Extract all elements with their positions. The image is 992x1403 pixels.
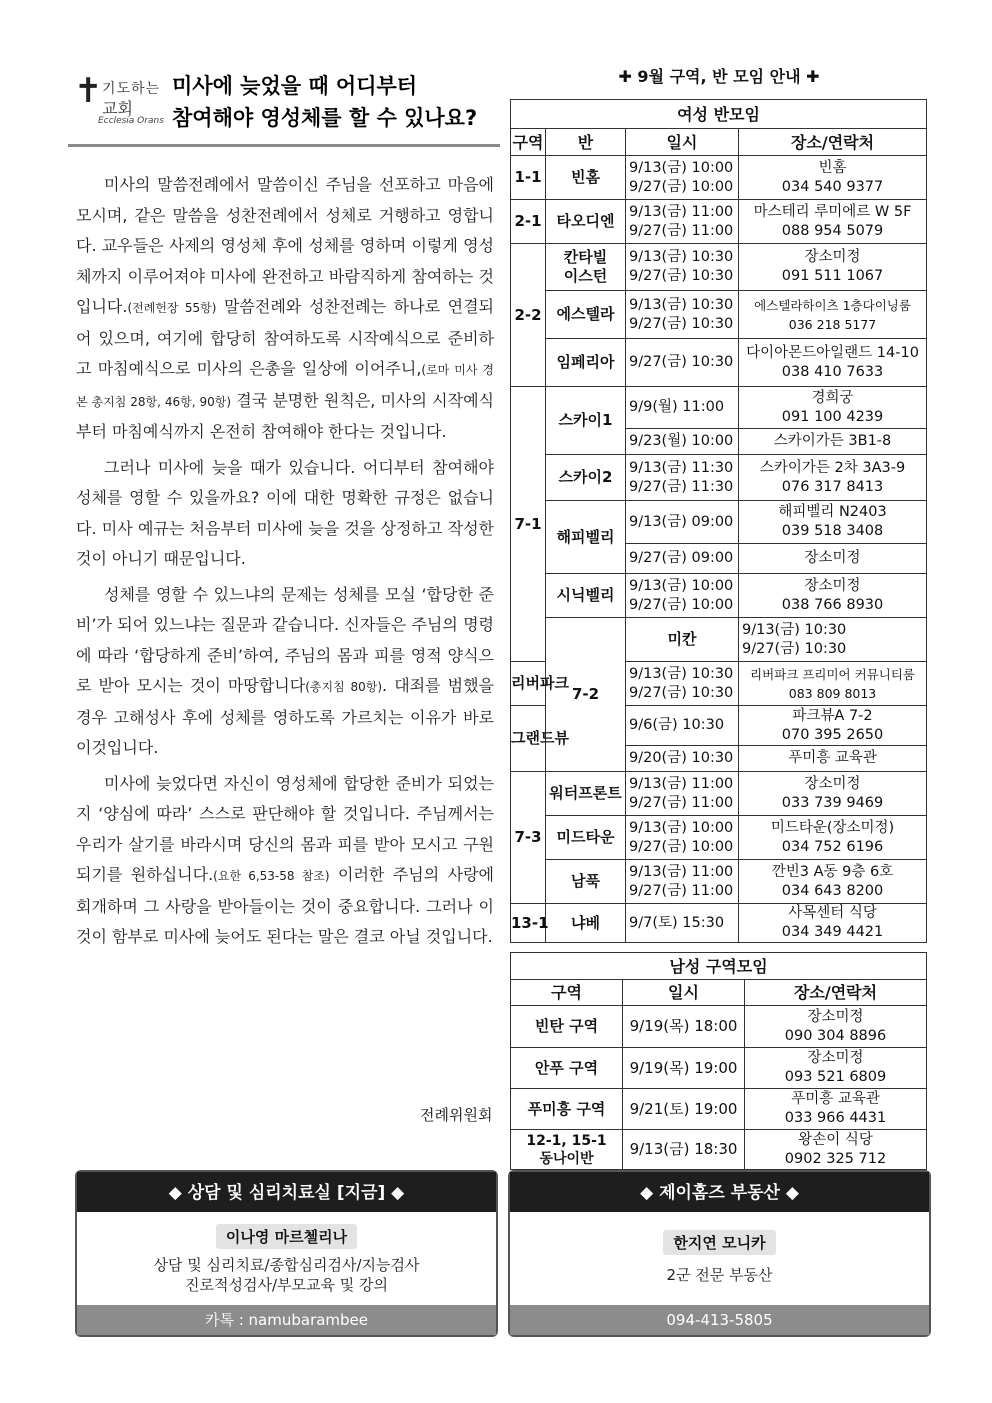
- band-cell: 미칸: [626, 618, 739, 662]
- datetime-cell: 9/13(금) 11:00 9/27(금) 11:00: [626, 860, 739, 904]
- place-cell: 경희궁 091 100 4239: [739, 387, 927, 429]
- district-cell: 7-2: [546, 618, 626, 772]
- place-cell: 마스테리 루미에르 W 5F 088 954 5079: [739, 200, 927, 244]
- header-datetime: 일시: [623, 980, 745, 1006]
- place-cell: 장소미정 091 511 1067: [739, 244, 927, 291]
- district-cell: 13-1: [511, 904, 546, 943]
- area-cell: 푸미흥 구역: [511, 1089, 623, 1130]
- header-band: 반: [546, 129, 626, 156]
- place-cell: 해피벨리 N2403 039 518 3408: [739, 501, 927, 544]
- paragraph-1: 미사의 말씀전례에서 말씀이신 주님을 선포하고 마음에 모시며, 같은 말씀을 성찬전례에서 성체로 거행하고 영합니다. 교우들은 사제의 영성체 후에 성체를 영하며 이렇게 영성체까지 이루어져야 미사에 완전하고 바람직하게 참여하는 것입니다.(전례헌장 55항) 말씀전례와 성찬전례는 하나로 연결되어 있으며, 여기에 합당히 참여하도록 시작예식으로 준비하고 마침예식으로 미사의 은총을 일상에 이어주니,(로마 미사 경본 총지침 28항, 46항, 90항) 결국 분명한 원칙은, 미사의 시작예식부터 마침예식까지 온전히 참여해야 한다는 것입니다.: [76, 175, 494, 441]
- band-cell: 리버파크: [511, 662, 546, 706]
- band-cell: 타오디엔: [546, 200, 626, 244]
- place-cell: 빈홈 034 540 9377: [739, 156, 927, 200]
- paragraph-3: 성체를 영할 수 있느냐의 문제는 성체를 모실 ‘합당한 준비’가 되어 있느냐는 질문과 같습니다. 신자들은 주님의 명령에 따라 ‘합당하게 준비’하여, 주님의 몸과 피를 영적 양식으로 받아 모시는 것이 마땅합니다(총지침 80항). 대죄를 범했을 경우 고해성사 후에 성체를 영하도록 가르치는 이유가 바로 이것입니다.: [76, 584, 494, 757]
- place-cell: 장소미정 033 739 9469: [739, 772, 927, 816]
- counseling-ad-name: 이나영 마르첼리나: [216, 1224, 357, 1249]
- band-cell: 냐베: [546, 904, 626, 943]
- datetime-cell: 9/27(금) 09:00: [626, 544, 739, 574]
- place-cell: 미드타운(장소미정) 034 752 6196: [739, 816, 927, 860]
- datetime-cell: 9/7(토) 15:30: [626, 904, 739, 943]
- datetime-cell: 9/19(목) 19:00: [623, 1048, 745, 1089]
- place-cell: 사목센터 식당 034 349 4421: [739, 904, 927, 943]
- district-cell: 1-1: [511, 156, 546, 200]
- realestate-ad-contact: 094-413-5805: [510, 1305, 929, 1335]
- header-district: 구역: [511, 980, 623, 1006]
- datetime-cell: 9/13(금) 10:30 9/27(금) 10:30: [626, 291, 739, 339]
- datetime-cell: 9/13(금) 10:30 9/27(금) 10:30: [626, 662, 739, 706]
- band-cell: 스카이2: [546, 455, 626, 501]
- realestate-ad-name: 한지연 모니카: [663, 1230, 775, 1255]
- place-cell: 왕손이 식당 0902 325 712: [745, 1130, 927, 1170]
- counseling-ad-title: ◆ 상담 및 심리치료실 [지금] ◆: [77, 1172, 496, 1212]
- area-cell: 빈탄 구역: [511, 1006, 623, 1048]
- datetime-cell: 9/27(금) 10:30: [626, 339, 739, 387]
- datetime-cell: 9/13(금) 10:00 9/27(금) 10:00: [626, 816, 739, 860]
- logo-text-line2: 교회: [102, 99, 133, 118]
- logo-latin: Ecclesia Orans: [98, 116, 164, 126]
- place-cell: 깐빈3 A동 9층 6호 034 643 8200: [739, 860, 927, 904]
- header-place: 장소/연락처: [739, 129, 927, 156]
- datetime-cell: 9/19(목) 18:00: [623, 1006, 745, 1048]
- article-author: 전례위원회: [420, 1106, 493, 1124]
- realestate-ad: [508, 1170, 931, 1337]
- district-cell: 2-1: [511, 200, 546, 244]
- realestate-ad-title: ◆ 제이홈즈 부동산 ◆: [510, 1172, 929, 1212]
- women-table-caption: 여성 반모임: [511, 100, 927, 129]
- article-title-line1: 미사에 늦었을 때 어디부터: [172, 74, 418, 98]
- district-cell: 7-3: [511, 772, 546, 904]
- place-cell: 스카이가든 2차 3A3-9 076 317 8413: [739, 455, 927, 501]
- band-cell: 빈홈: [546, 156, 626, 200]
- place-cell: 에스텔라하이츠 1층다이닝룸 036 218 5177: [739, 291, 927, 339]
- datetime-cell: 9/13(금) 10:00 9/27(금) 10:00: [626, 156, 739, 200]
- place-cell: 다이아몬드아일랜드 14-10 038 410 7633: [739, 339, 927, 387]
- men-table-caption: 남성 구역모임: [511, 953, 927, 980]
- datetime-cell: 9/13(금) 18:30: [623, 1130, 745, 1170]
- datetime-cell: 9/13(금) 10:30 9/27(금) 10:30: [739, 618, 927, 662]
- schedule-title: ✚ 9월 구역, 반 모임 안내 ✚: [618, 67, 820, 86]
- band-cell: 해피벨리: [546, 501, 626, 574]
- place-cell: 푸미흥 교육관: [739, 746, 927, 772]
- logo-text-line1: 기도하는: [102, 81, 161, 97]
- district-cell: 7-1: [511, 387, 546, 662]
- band-cell: 시닉벨리: [546, 574, 626, 618]
- paragraph-4: 미사에 늦었다면 자신이 영성체에 합당한 준비가 되었는지 ‘양심에 따라’ 스스로 판단해야 할 것입니다. 주님께서는 우리가 살기를 바라시며 당신의 몸과 피를 받아 모시고 구원되기를 원하십니다.(요한 6,53-58 참조) 이러한 주님의 사랑에 회개하며 그 사랑을 받아들이는 것이 중요합니다. 그러나 이것이 함부로 미사에 늦어도 된다는 말은 결코 아닐 것입니다.: [76, 773, 494, 946]
- district-cell: 2-2: [511, 244, 546, 387]
- cross-icon: ✝: [74, 71, 103, 111]
- header-district: 구역: [511, 129, 546, 156]
- band-cell: 미드타운: [546, 816, 626, 860]
- header-datetime: 일시: [626, 129, 739, 156]
- article-title: [172, 70, 502, 134]
- band-cell: 에스텔라: [546, 291, 626, 339]
- place-cell: 리버파크 프리미어 커뮤니티룸 083 809 8013: [739, 662, 927, 706]
- datetime-cell: 9/23(월) 10:00: [626, 429, 739, 455]
- datetime-cell: 9/13(금) 10:00 9/27(금) 10:00: [626, 574, 739, 618]
- band-cell: 그랜드뷰: [511, 706, 546, 772]
- place-cell: 장소미정 038 766 8930: [739, 574, 927, 618]
- datetime-cell: 9/13(금) 09:00: [626, 501, 739, 544]
- header-place: 장소/연락처: [745, 980, 927, 1006]
- article-body: [76, 170, 494, 958]
- datetime-cell: 9/13(금) 11:00 9/27(금) 11:00: [626, 772, 739, 816]
- counseling-ad-contact: 카톡 : namubarambee: [77, 1305, 496, 1335]
- datetime-cell: 9/6(금) 10:30: [626, 706, 739, 746]
- church-logo: [72, 72, 162, 132]
- title-divider: [68, 144, 500, 147]
- datetime-cell: 9/20(금) 10:30: [626, 746, 739, 772]
- band-cell: 칸타빌 이스턴: [546, 244, 626, 291]
- datetime-cell: 9/13(금) 11:30 9/27(금) 11:30: [626, 455, 739, 501]
- band-cell: 스카이1: [546, 387, 626, 455]
- article-title-line2: 참여해야 영성체를 할 수 있나요?: [172, 106, 478, 130]
- band-cell: 워터프론트: [546, 772, 626, 816]
- band-cell: 남푹: [546, 860, 626, 904]
- datetime-cell: 9/13(금) 11:00 9/27(금) 11:00: [626, 200, 739, 244]
- men-schedule-table: [510, 952, 927, 1170]
- counseling-ad-desc: 상담 및 심리치료/종합심리검사/지능검사 진로적성검사/부모교육 및 강의: [153, 1256, 420, 1294]
- realestate-ad-desc: 2군 전문 부동산: [666, 1266, 773, 1284]
- datetime-cell: 9/13(금) 10:30 9/27(금) 10:30: [626, 244, 739, 291]
- place-cell: 장소미정 090 304 8896: [745, 1006, 927, 1048]
- counseling-ad: [75, 1170, 498, 1337]
- datetime-cell: 9/21(토) 19:00: [623, 1089, 745, 1130]
- area-cell: 안푸 구역: [511, 1048, 623, 1089]
- area-cell: 12-1, 15-1 동나이반: [511, 1130, 623, 1170]
- place-cell: 파크뷰A 7-2 070 395 2650: [739, 706, 927, 746]
- place-cell: 장소미정 093 521 6809: [745, 1048, 927, 1089]
- place-cell: 스카이가든 3B1-8: [739, 429, 927, 455]
- datetime-cell: 9/9(월) 11:00: [626, 387, 739, 429]
- paragraph-2: 그러나 미사에 늦을 때가 있습니다. 어디부터 참여해야 성체를 영할 수 있을까요? 이에 대한 명확한 규정은 없습니다. 미사 예규는 처음부터 미사에 늦을 것을 상정하고 작성한 것이 아니기 때문입니다.: [76, 457, 494, 568]
- place-cell: 푸미흥 교육관 033 966 4431: [745, 1089, 927, 1130]
- band-cell: 임페리아: [546, 339, 626, 387]
- women-schedule-table: [510, 99, 927, 943]
- place-cell: 장소미정: [739, 544, 927, 574]
